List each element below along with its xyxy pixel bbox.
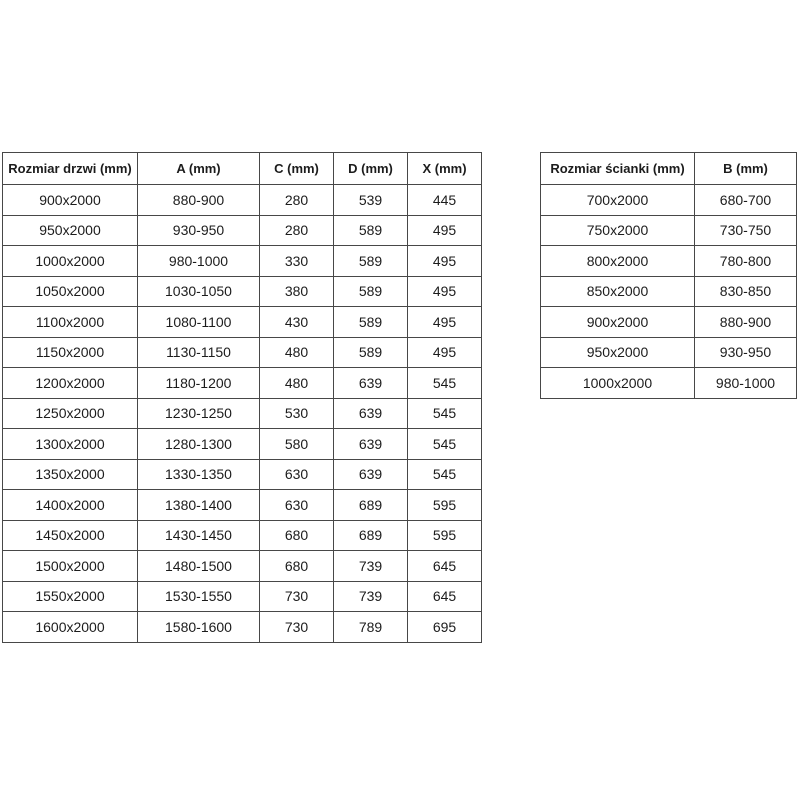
- table-cell: 639: [334, 459, 408, 490]
- table-cell: 880-900: [695, 307, 797, 338]
- table-cell: 589: [334, 215, 408, 246]
- table-cell: 800x2000: [541, 246, 695, 277]
- column-header: Rozmiar drzwi (mm): [3, 153, 138, 185]
- table-cell: 1030-1050: [138, 276, 260, 307]
- table-cell: 545: [408, 398, 482, 429]
- table-row: [3, 459, 482, 490]
- column-header: A (mm): [138, 153, 260, 185]
- table-cell: 595: [408, 490, 482, 521]
- table-cell: 900x2000: [541, 307, 695, 338]
- table-row: [3, 581, 482, 612]
- table-cell: 1400x2000: [3, 490, 138, 521]
- table-cell: 639: [334, 429, 408, 460]
- table-cell: 1300x2000: [3, 429, 138, 460]
- table-cell: 1280-1300: [138, 429, 260, 460]
- table-cell: 1430-1450: [138, 520, 260, 551]
- table-cell: 1530-1550: [138, 581, 260, 612]
- table-cell: 730-750: [695, 215, 797, 246]
- column-header: Rozmiar ścianki (mm): [541, 153, 695, 185]
- table-row: [541, 337, 797, 368]
- table-cell: 1130-1150: [138, 337, 260, 368]
- table-cell: 730: [260, 581, 334, 612]
- table-cell: 639: [334, 368, 408, 399]
- table-row: [3, 551, 482, 582]
- table-cell: 1600x2000: [3, 612, 138, 643]
- header-row: [3, 153, 482, 185]
- table-cell: 980-1000: [695, 368, 797, 399]
- table-cell: 545: [408, 429, 482, 460]
- table-cell: 589: [334, 307, 408, 338]
- table-cell: 430: [260, 307, 334, 338]
- table-row: [3, 429, 482, 460]
- table-cell: 700x2000: [541, 185, 695, 216]
- table-row: [541, 185, 797, 216]
- column-header: D (mm): [334, 153, 408, 185]
- table-cell: 789: [334, 612, 408, 643]
- table-cell: 639: [334, 398, 408, 429]
- table-cell: 1250x2000: [3, 398, 138, 429]
- table-cell: 280: [260, 215, 334, 246]
- table-cell: 495: [408, 246, 482, 277]
- table-row: [541, 307, 797, 338]
- table-cell: 739: [334, 551, 408, 582]
- table-cell: 739: [334, 581, 408, 612]
- table-cell: 689: [334, 520, 408, 551]
- table-cell: 495: [408, 215, 482, 246]
- table-cell: 480: [260, 337, 334, 368]
- table-cell: 1000x2000: [3, 246, 138, 277]
- table-cell: 580: [260, 429, 334, 460]
- table-cell: 1500x2000: [3, 551, 138, 582]
- table-cell: 850x2000: [541, 276, 695, 307]
- table-cell: 980-1000: [138, 246, 260, 277]
- table-row: [3, 398, 482, 429]
- table-row: [541, 276, 797, 307]
- table-cell: 645: [408, 581, 482, 612]
- table-cell: 900x2000: [3, 185, 138, 216]
- table-cell: 950x2000: [3, 215, 138, 246]
- table-cell: 680-700: [695, 185, 797, 216]
- table-cell: 689: [334, 490, 408, 521]
- table-row: [541, 215, 797, 246]
- table-cell: 330: [260, 246, 334, 277]
- table-cell: 680: [260, 520, 334, 551]
- table-cell: 495: [408, 337, 482, 368]
- table-cell: 1230-1250: [138, 398, 260, 429]
- table-row: [3, 246, 482, 277]
- table-row: [3, 368, 482, 399]
- table-cell: 539: [334, 185, 408, 216]
- column-header: C (mm): [260, 153, 334, 185]
- table-cell: 1450x2000: [3, 520, 138, 551]
- table-cell: 280: [260, 185, 334, 216]
- table-cell: 1180-1200: [138, 368, 260, 399]
- table-cell: 930-950: [138, 215, 260, 246]
- table-cell: 380: [260, 276, 334, 307]
- table-cell: 480: [260, 368, 334, 399]
- table-cell: 630: [260, 459, 334, 490]
- table-cell: 930-950: [695, 337, 797, 368]
- table-cell: 595: [408, 520, 482, 551]
- table-cell: 830-850: [695, 276, 797, 307]
- table-row: [541, 246, 797, 277]
- header-row: [541, 153, 797, 185]
- table-cell: 1480-1500: [138, 551, 260, 582]
- table-cell: 695: [408, 612, 482, 643]
- table-cell: 730: [260, 612, 334, 643]
- table-cell: 445: [408, 185, 482, 216]
- table-row: [3, 307, 482, 338]
- table-cell: 530: [260, 398, 334, 429]
- table-row: [3, 337, 482, 368]
- column-header: X (mm): [408, 153, 482, 185]
- table-row: [3, 520, 482, 551]
- table-cell: 1080-1100: [138, 307, 260, 338]
- table-cell: 680: [260, 551, 334, 582]
- wall-sizes-table: [540, 152, 797, 399]
- table-cell: 495: [408, 307, 482, 338]
- table-cell: 950x2000: [541, 337, 695, 368]
- table-cell: 780-800: [695, 246, 797, 277]
- column-header: B (mm): [695, 153, 797, 185]
- table-cell: 645: [408, 551, 482, 582]
- table-row: [3, 612, 482, 643]
- table-row: [541, 368, 797, 399]
- table-cell: 545: [408, 459, 482, 490]
- table-cell: 1380-1400: [138, 490, 260, 521]
- table-cell: 589: [334, 337, 408, 368]
- table-cell: 1150x2000: [3, 337, 138, 368]
- table-cell: 545: [408, 368, 482, 399]
- table-cell: 1350x2000: [3, 459, 138, 490]
- table-cell: 1100x2000: [3, 307, 138, 338]
- table-cell: 1000x2000: [541, 368, 695, 399]
- table-row: [3, 490, 482, 521]
- table-cell: 1580-1600: [138, 612, 260, 643]
- table-cell: 750x2000: [541, 215, 695, 246]
- door-sizes-table: [2, 152, 482, 643]
- table-row: [3, 215, 482, 246]
- table-cell: 495: [408, 276, 482, 307]
- table-cell: 1050x2000: [3, 276, 138, 307]
- table-cell: 1330-1350: [138, 459, 260, 490]
- table-cell: 880-900: [138, 185, 260, 216]
- table-cell: 630: [260, 490, 334, 521]
- table-cell: 589: [334, 276, 408, 307]
- table-row: [3, 185, 482, 216]
- table-cell: 1550x2000: [3, 581, 138, 612]
- table-row: [3, 276, 482, 307]
- table-cell: 589: [334, 246, 408, 277]
- table-cell: 1200x2000: [3, 368, 138, 399]
